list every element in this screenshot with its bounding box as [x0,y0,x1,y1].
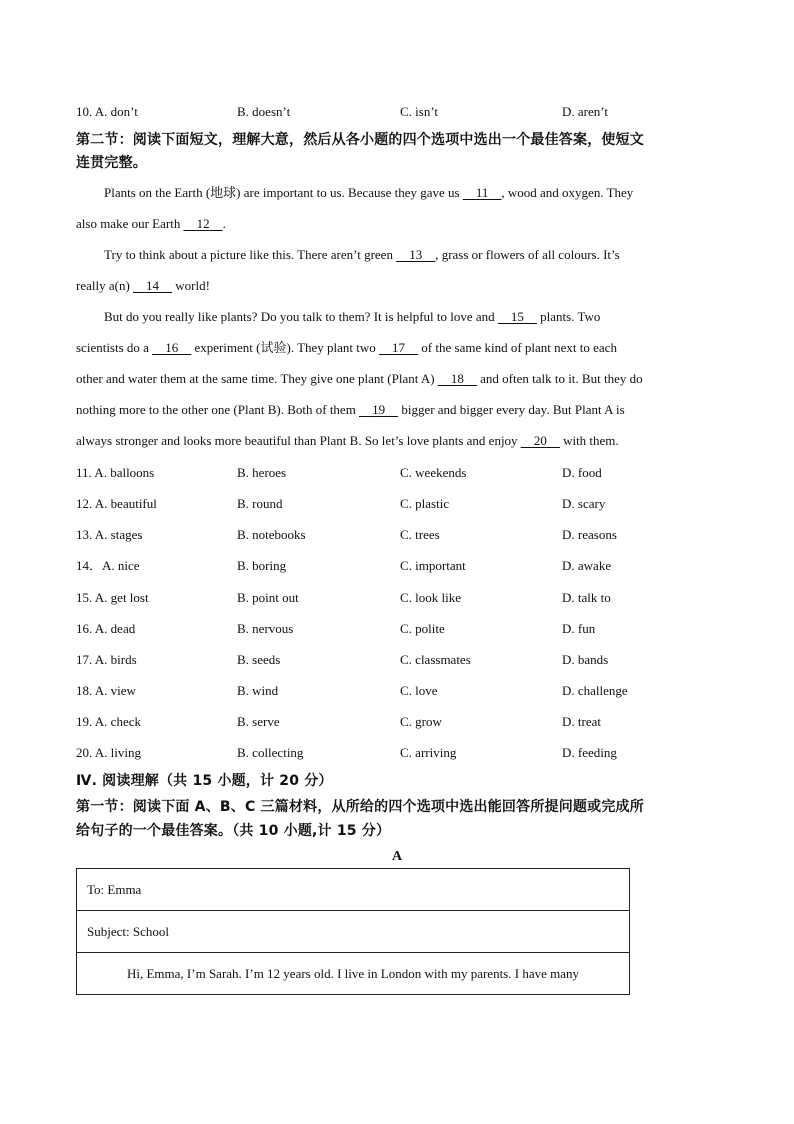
passage-text: experiment (试验). They plant two [191,340,380,355]
option-a: 15. A. get lost [76,590,149,605]
option-c: C. polite [400,621,445,636]
passage-line [76,340,716,356]
option-d: D. food [562,465,602,480]
section-2-heading-line1: 第二节：阅读下面短文，理解大意，然后从各小题的四个选项中选出一个最佳答案，使短文 [76,132,644,148]
option-c: C. isn’t [400,104,439,119]
option-a: 18. A. view [76,683,136,698]
option-a: 17. A. birds [76,652,137,667]
blank-19: 19 [372,402,386,417]
blank-16: 16 [165,340,179,355]
option-c: C. weekends [400,465,467,480]
option-b: B. round [237,496,283,511]
email-subject: Subject: School [77,911,630,953]
passage-text: . [222,216,226,231]
option-a: 10. A. don’t [76,104,138,119]
section-2-heading-line2: 连贯完整。 [76,155,147,171]
blank-18: 18 [450,371,464,386]
section-4-title: Ⅳ. 阅读理解（共 15 小题，计 20 分） [76,773,333,789]
table-row [77,869,630,911]
passage-text: , wood and oxygen. They [501,185,634,200]
option-b: B. heroes [237,465,287,480]
option-c: C. plastic [400,496,450,511]
option-c: C. look like [400,590,462,605]
option-b: B. wind [237,683,279,698]
passage-line [76,433,716,449]
option-b: B. doesn’t [237,104,291,119]
blank-11: 11 [475,185,489,200]
option-b: B. seeds [237,652,281,667]
option-d: D. fun [562,621,596,636]
blank-20: 20 [533,433,547,448]
passage-line [76,402,716,418]
blank-17: 17 [392,340,406,355]
passage-line [104,247,744,263]
passage-text: and often talk to it. But they do [476,371,643,386]
blank-13: 13 [409,247,423,262]
option-d: D. talk to [562,590,611,605]
option-d: D. bands [562,652,609,667]
section-4-sub-line1: 第一节：阅读下面 A、B、C 三篇材料，从所给的四个选项中选出能回答所提问题或完成所 [76,799,644,815]
passage-text: , grass or flowers of all colours. It’s [435,247,620,262]
passage-letter-a: A [391,849,403,864]
option-b: B. point out [237,590,299,605]
passage-line [104,309,744,325]
passage-line [76,216,716,232]
option-a: 20. A. living [76,745,142,760]
passage-text: of the same kind of plant next to each [418,340,617,355]
option-a: 12. A. beautiful [76,496,157,511]
passage-text: Plants on the Earth (地球) are important to us. Because they gave us [104,185,463,200]
option-d: D. treat [562,714,601,729]
option-a: 19. A. check [76,714,141,729]
email-body: Hi, Emma, I’m Sarah. I’m 12 years old. I live in London with my parents. I have many [77,953,630,995]
table-row [77,911,630,953]
passage-text: really a(n) [76,278,134,293]
passage-line [76,278,716,294]
option-b: B. nervous [237,621,294,636]
passage-text: Try to think about a picture like this. There aren’t green [104,247,397,262]
option-c: C. arriving [400,745,457,760]
option-b: B. boring [237,558,287,573]
option-b: B. serve [237,714,280,729]
passage-text: But do you really like plants? Do you talk to them? It is helpful to love and [104,309,498,324]
passage-text: nothing more to the other one (Plant B). Both of them [76,402,360,417]
passage-text: other and water them at the same time. They give one plant (Plant A) [76,371,438,386]
option-d: D. scary [562,496,606,511]
blank-15: 15 [510,309,524,324]
passage-text: with them. [559,433,619,448]
option-b: B. notebooks [237,527,306,542]
passage-text: world! [172,278,210,293]
email-to: To: Emma [77,869,630,911]
passage-text: also make our Earth [76,216,184,231]
option-c: C. important [400,558,466,573]
email-table [76,868,630,995]
option-d: D. aren’t [562,104,608,119]
option-a: 11. A. balloons [76,465,155,480]
passage-text: always stronger and looks more beautiful than Plant B. So let’s love plants and enjoy [76,433,521,448]
option-a: 14．A. nice [76,558,140,573]
option-d: D. feeding [562,745,617,760]
option-c: C. grow [400,714,442,729]
passage-line [76,371,716,387]
table-row [77,953,630,995]
option-c: C. trees [400,527,440,542]
passage-line [104,185,744,201]
option-c: C. love [400,683,438,698]
blank-14: 14 [146,278,160,293]
option-d: D. challenge [562,683,628,698]
passage-text: scientists do a [76,340,153,355]
option-c: C. classmates [400,652,471,667]
section-4-sub-line2: 给句子的一个最佳答案。（共 10 小题,计 15 分） [76,823,391,839]
option-a: 13. A. stages [76,527,143,542]
blank-12: 12 [196,216,210,231]
passage-text: bigger and bigger every day. But Plant A is [398,402,625,417]
option-b: B. collecting [237,745,304,760]
option-a: 16. A. dead [76,621,136,636]
option-d: D. awake [562,558,612,573]
passage-text: plants. Two [536,309,601,324]
option-d: D. reasons [562,527,617,542]
